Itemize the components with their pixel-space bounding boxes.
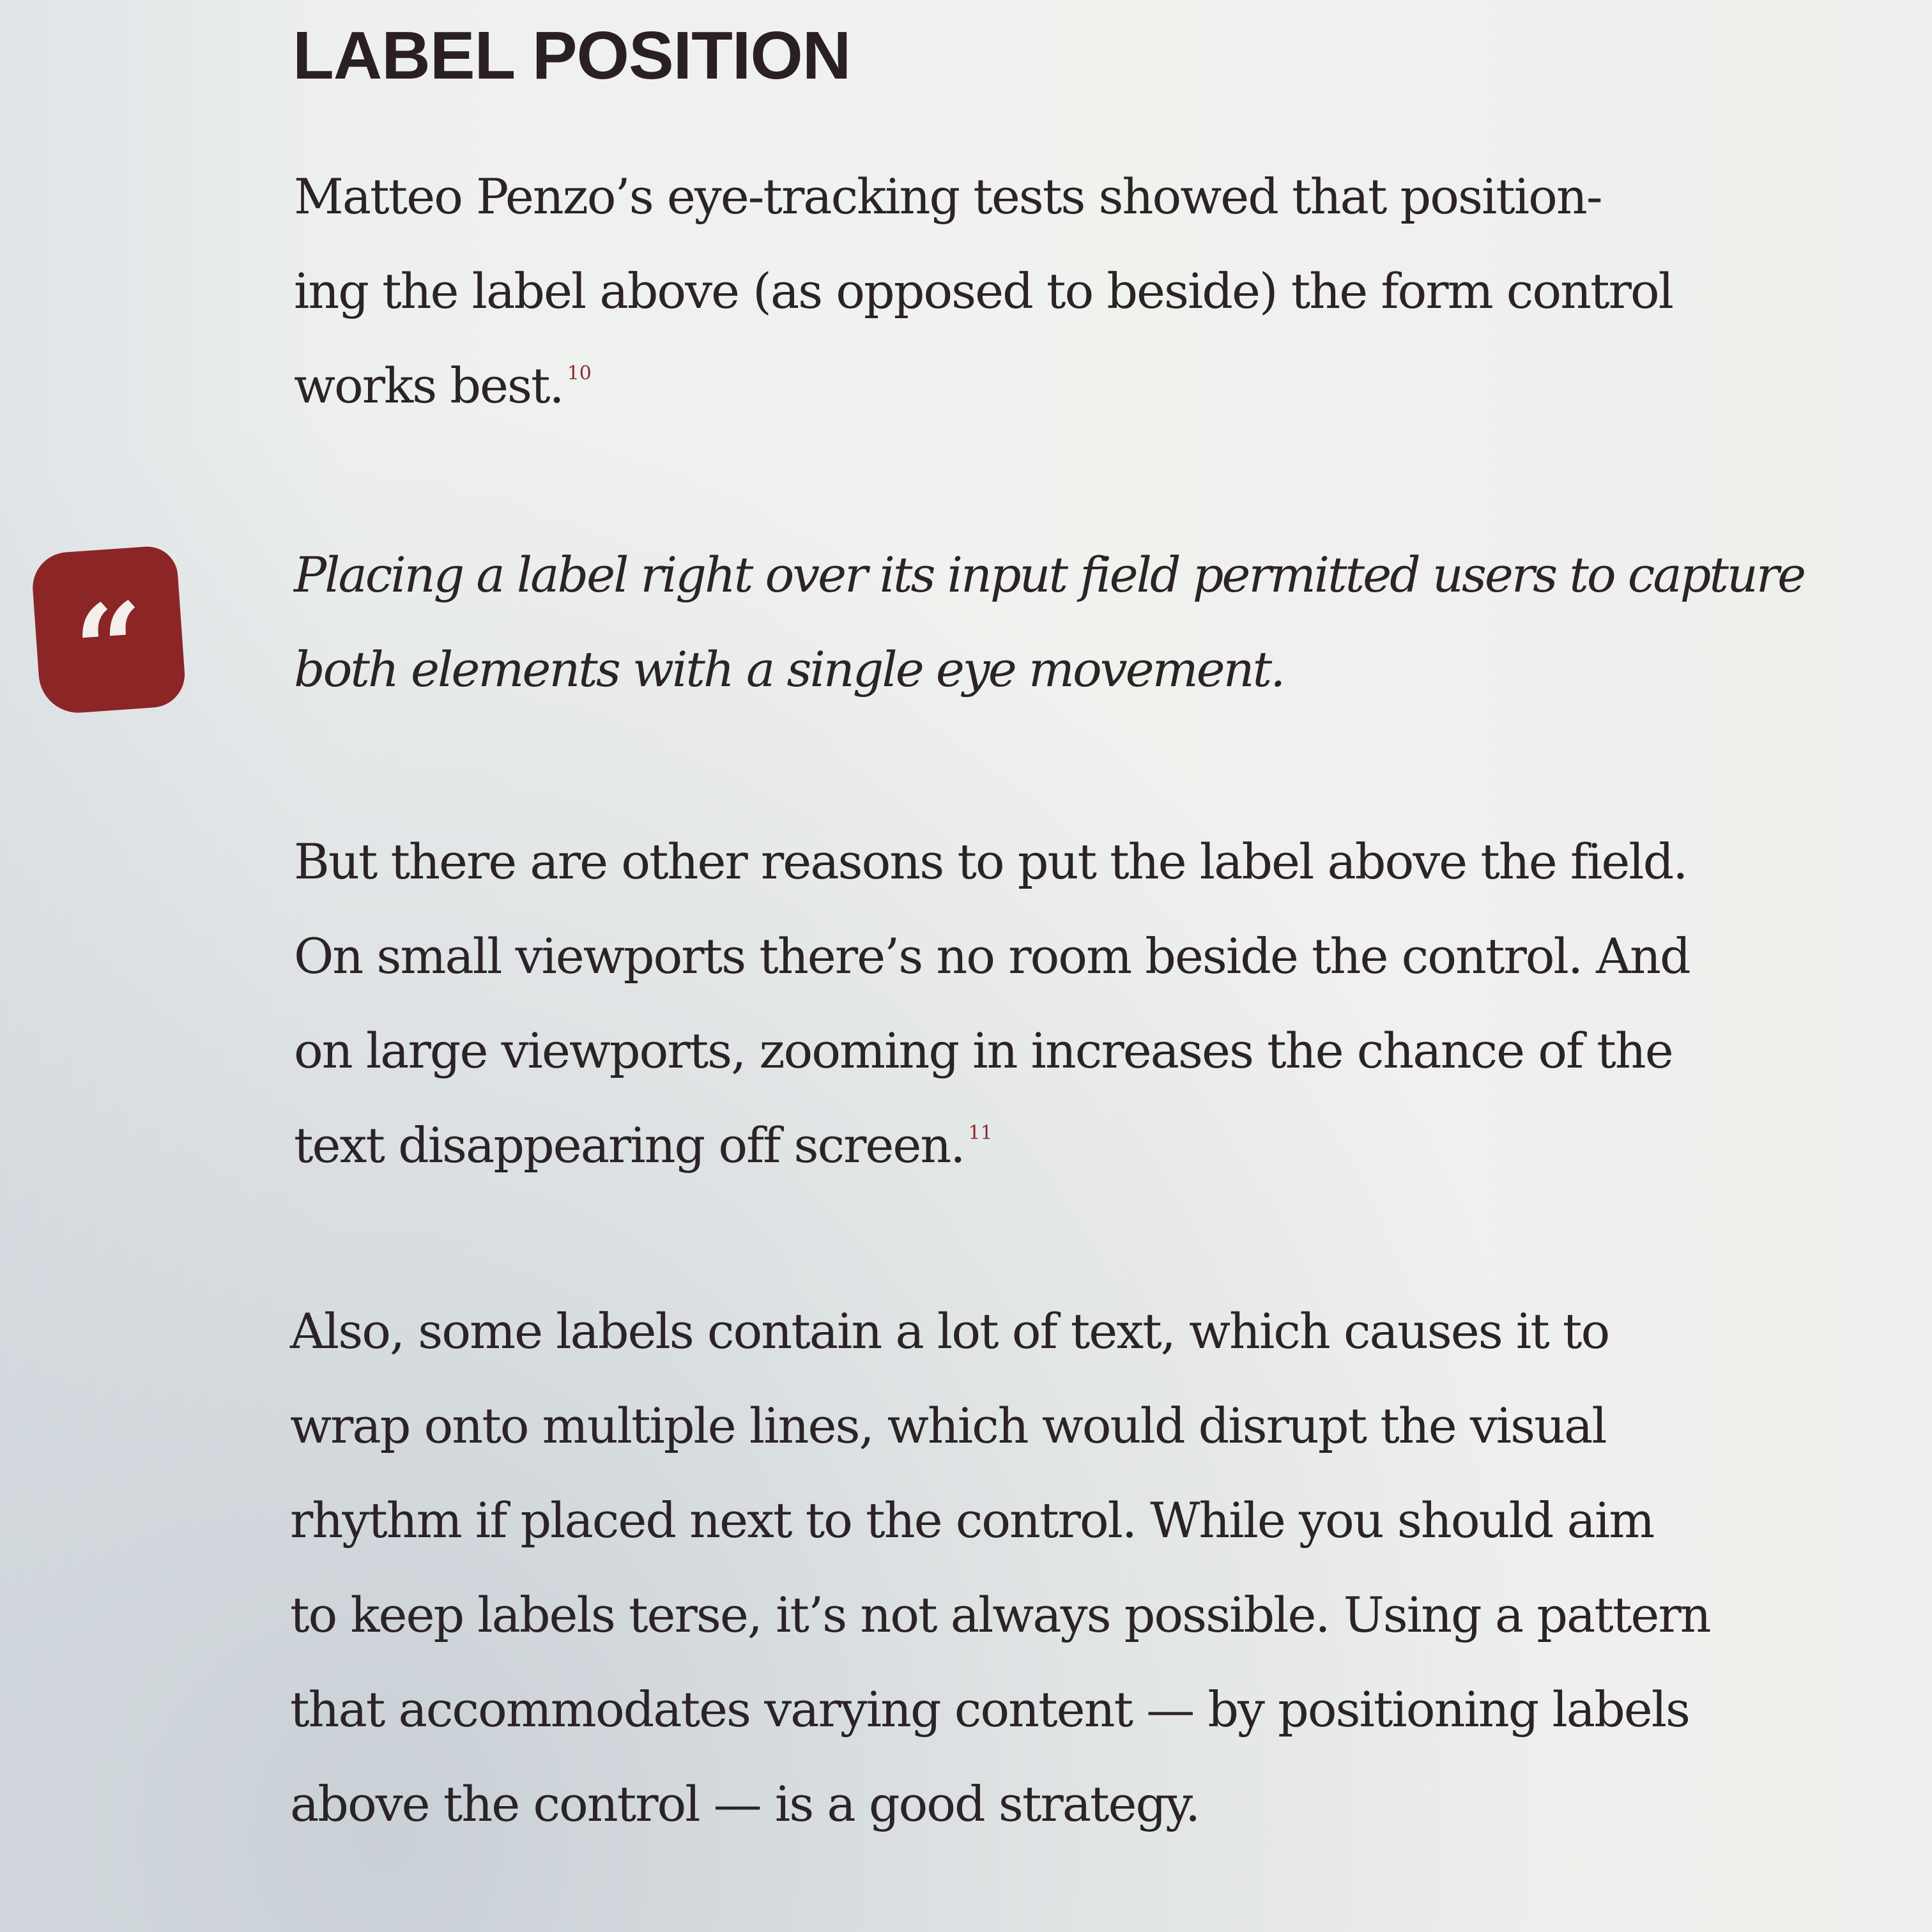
- paragraph-line: that accommodates varying content — by positioning labels: [290, 1681, 1690, 1738]
- paragraph-long-labels: [290, 1284, 1710, 1851]
- paragraph-line: [294, 339, 1673, 444]
- pull-quote-line: Placing a label right over its input field permitted users to capture: [294, 546, 1805, 603]
- section-heading: LABEL POSITION: [293, 18, 851, 93]
- paragraph-eye-tracking: [294, 150, 1673, 444]
- paragraph-other-reasons: [294, 815, 1690, 1204]
- footnote-marker[interactable]: 10: [567, 362, 592, 385]
- paragraph-line-text: text disappearing off screen.: [294, 1117, 965, 1174]
- paragraph-line: ing the label above (as opposed to beside) the form control: [294, 263, 1673, 319]
- paragraph-line: [294, 1098, 1690, 1204]
- quote-mark-icon: [30, 544, 187, 723]
- paragraph-line: Also, some labels contain a lot of text, which causes it to: [290, 1303, 1609, 1360]
- paragraph-line: above the control — is a good strategy.: [290, 1775, 1200, 1832]
- paragraph-line: On small viewports there’s no room beside the control. And: [294, 928, 1690, 985]
- quote-mark-glyph: “: [70, 575, 150, 723]
- pull-quote: [294, 528, 1804, 717]
- pull-quote-line: both elements with a single eye movement.: [294, 641, 1284, 698]
- paragraph-line: But there are other reasons to put the label above the field.: [294, 833, 1687, 890]
- paragraph-line: on large viewports, zooming in increases the chance of the: [294, 1022, 1673, 1079]
- footnote-marker[interactable]: 11: [968, 1122, 993, 1144]
- paragraph-line: to keep labels terse, it’s not always possible. Using a pattern: [290, 1586, 1710, 1643]
- paragraph-line-text: works best.: [294, 357, 564, 414]
- paragraph-line: Matteo Penzo’s eye-tracking tests showed that position-: [294, 168, 1602, 225]
- paragraph-line: wrap onto multiple lines, which would disrupt the visual: [290, 1397, 1606, 1454]
- paragraph-line: rhythm if placed next to the control. While you should aim: [290, 1492, 1654, 1549]
